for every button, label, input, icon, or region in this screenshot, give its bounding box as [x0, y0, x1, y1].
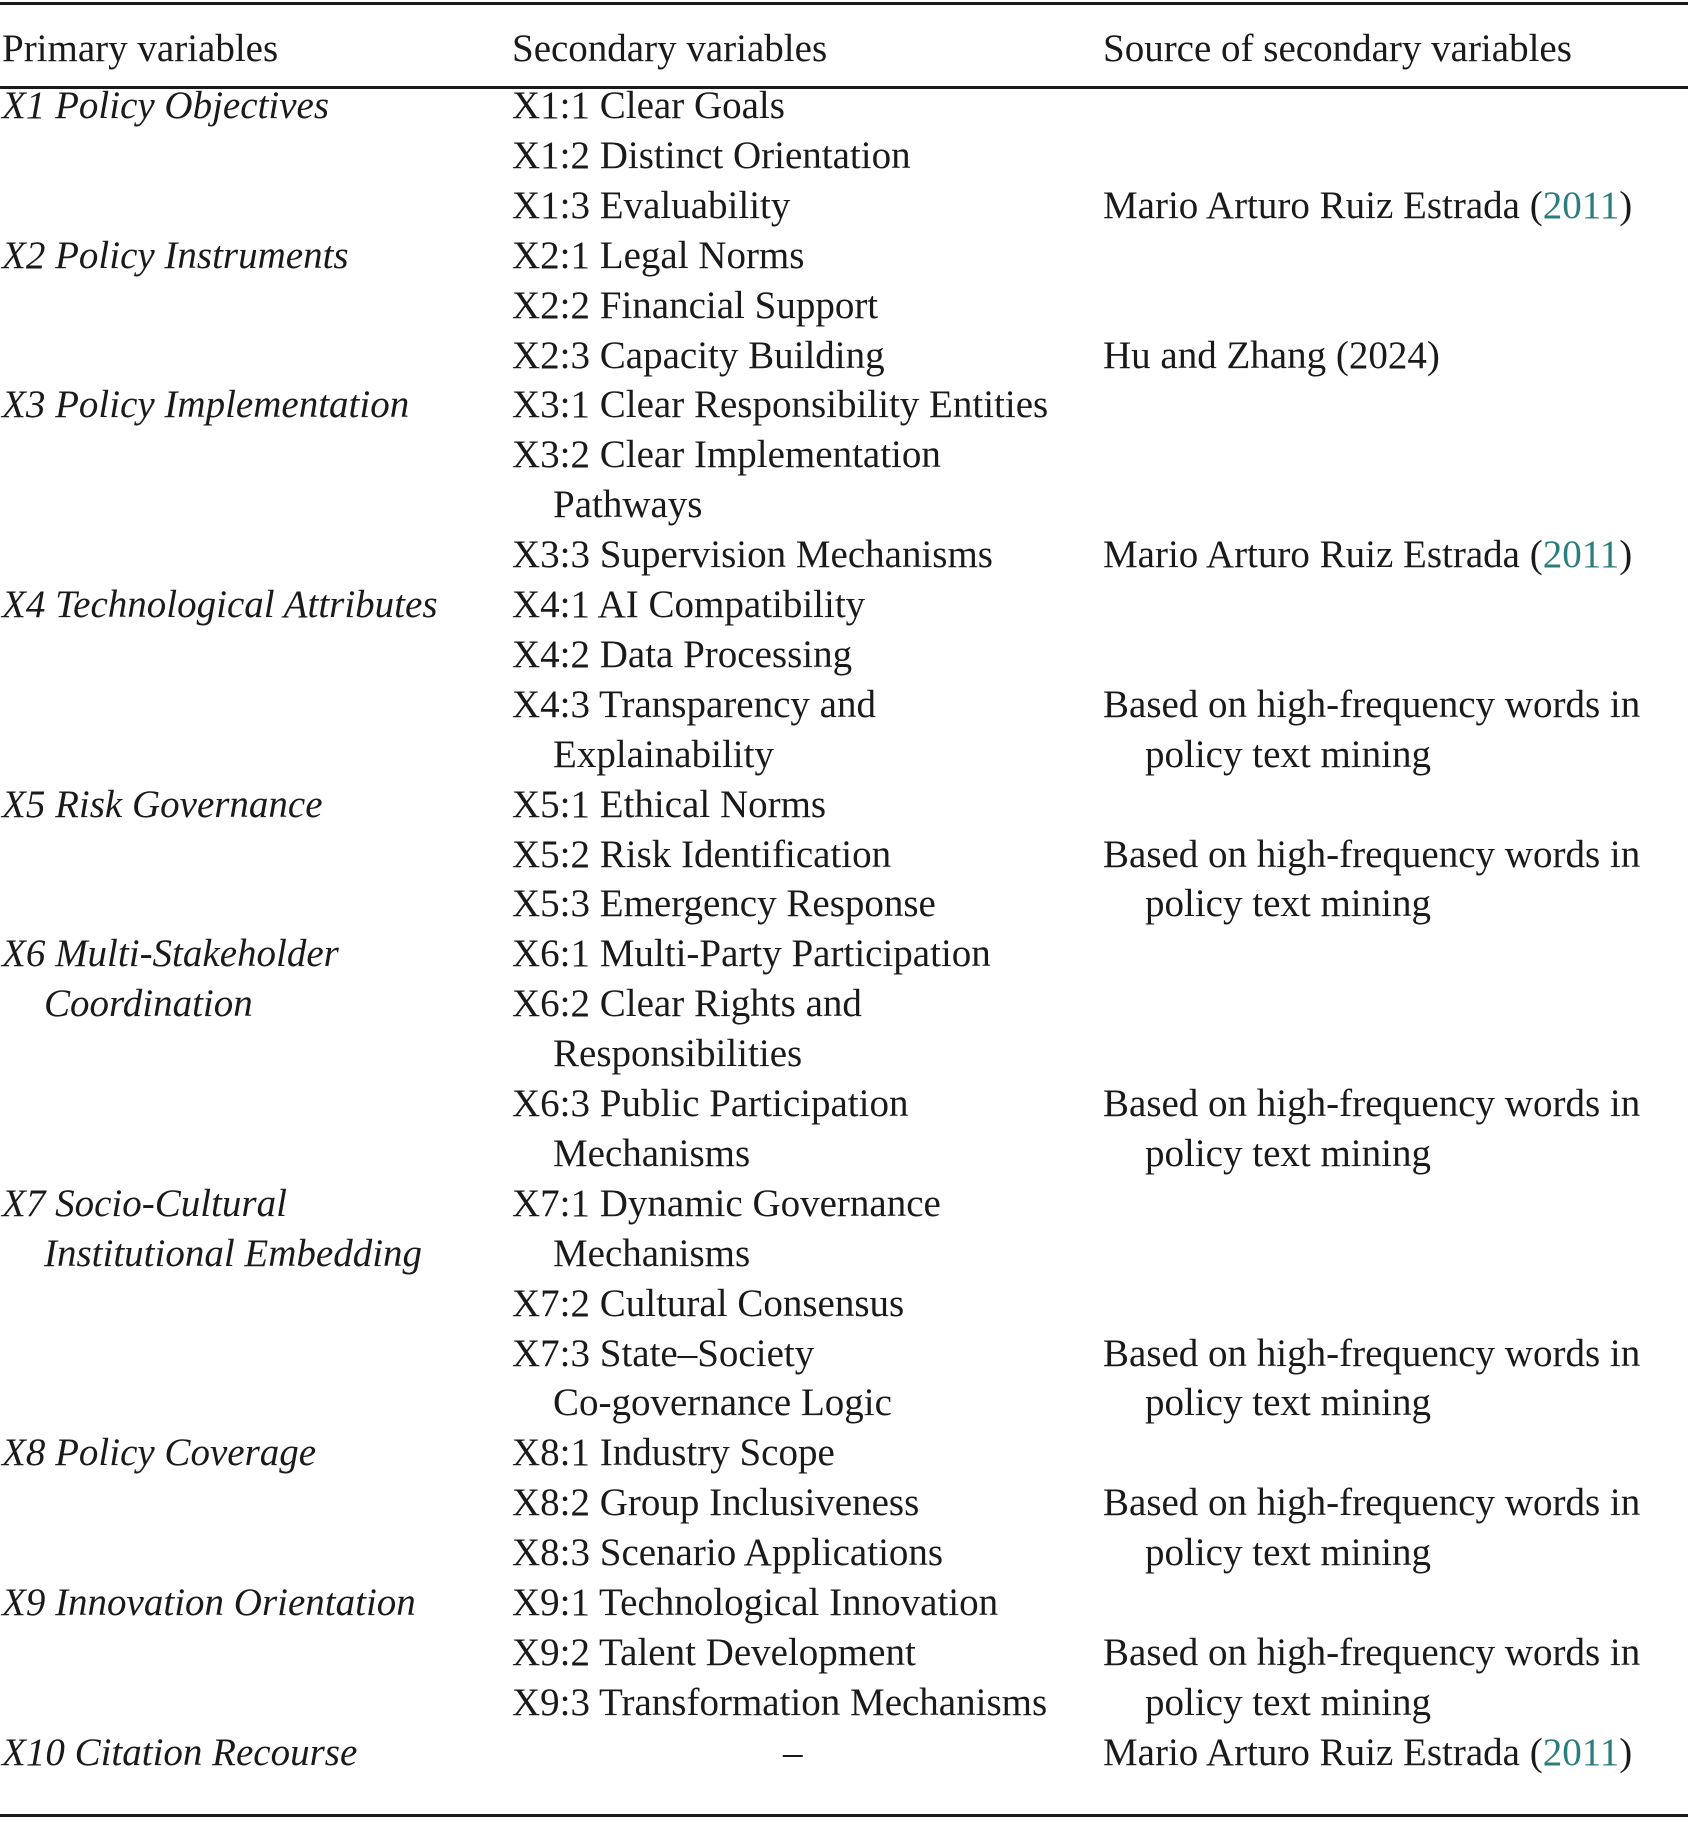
source-text: Based on high-frequency words in — [1103, 683, 1641, 726]
source-author: Mario Arturo Ruiz Estrada ( — [1103, 533, 1543, 576]
empty-secondary-dash: – — [783, 1731, 803, 1774]
source-text-continued: policy text mining — [1145, 1531, 1431, 1574]
source-text-continued: policy text mining — [1145, 733, 1431, 776]
table-bottom-rule — [0, 1814, 1688, 1817]
source-text: Based on high-frequency words in — [1103, 1631, 1641, 1674]
secondary-variable-continued: Co-governance Logic — [553, 1381, 892, 1424]
secondary-variable: X4:2 Data Processing — [512, 633, 853, 676]
primary-variable: X4 Technological Attributes — [2, 583, 438, 626]
primary-variable: X2 Policy Instruments — [2, 234, 349, 277]
secondary-variable: X7:2 Cultural Consensus — [512, 1282, 905, 1325]
citation-year-link[interactable]: 2011 — [1542, 1731, 1620, 1774]
secondary-variable: X5:1 Ethical Norms — [512, 783, 827, 826]
secondary-variable: X3:3 Supervision Mechanisms — [512, 533, 993, 576]
source-text-continued: policy text mining — [1145, 1681, 1431, 1724]
source-author: Mario Arturo Ruiz Estrada ( — [1103, 1731, 1543, 1774]
secondary-variable: X7:1 Dynamic Governance — [512, 1182, 941, 1225]
source-closing-paren: ) — [1619, 1731, 1633, 1774]
primary-variable-continued: Coordination — [44, 982, 253, 1025]
citation-year-link[interactable]: 2011 — [1542, 533, 1620, 576]
primary-variable: X5 Risk Governance — [2, 783, 323, 826]
header-source-of-secondary-variables: Source of secondary variables — [1103, 27, 1572, 70]
secondary-variable: X2:2 Financial Support — [512, 284, 879, 327]
secondary-variable: X6:1 Multi-Party Participation — [512, 932, 991, 975]
primary-variable-continued: Institutional Embedding — [44, 1232, 423, 1275]
secondary-variable: X5:2 Risk Identification — [512, 833, 892, 876]
secondary-variable: X9:2 Talent Development — [512, 1631, 916, 1674]
citation-year-link[interactable]: 2011 — [1542, 184, 1620, 227]
source-author: Mario Arturo Ruiz Estrada ( — [1103, 184, 1543, 227]
secondary-variable: X8:3 Scenario Applications — [512, 1531, 944, 1574]
header-secondary-variables: Secondary variables — [512, 27, 828, 70]
secondary-variable: X6:3 Public Participation — [512, 1082, 909, 1125]
secondary-variable: X8:1 Industry Scope — [512, 1431, 835, 1474]
source-text-continued: policy text mining — [1145, 1132, 1431, 1175]
header-primary-variables: Primary variables — [2, 27, 279, 70]
secondary-variable: X1:2 Distinct Orientation — [512, 134, 911, 177]
source-citation — [1103, 530, 1632, 580]
secondary-variable: X1:1 Clear Goals — [512, 84, 785, 127]
secondary-variable: X6:2 Clear Rights and — [512, 982, 862, 1025]
primary-variable: X3 Policy Implementation — [2, 383, 410, 426]
secondary-variable: X7:3 State–Society — [512, 1332, 815, 1375]
secondary-variable-continued: Pathways — [553, 483, 703, 526]
secondary-variable: X4:3 Transparency and — [512, 683, 876, 726]
source-text: Hu and Zhang (2024) — [1103, 334, 1440, 377]
source-citation — [1103, 181, 1632, 231]
primary-variable: X10 Citation Recourse — [2, 1731, 358, 1774]
source-text-continued: policy text mining — [1145, 882, 1431, 925]
source-citation — [1103, 1728, 1632, 1778]
source-text-continued: policy text mining — [1145, 1381, 1431, 1424]
secondary-variable: X9:3 Transformation Mechanisms — [512, 1681, 1048, 1724]
secondary-variable: X9:1 Technological Innovation — [512, 1581, 999, 1624]
source-text: Based on high-frequency words in — [1103, 1481, 1641, 1524]
primary-variable: X7 Socio-Cultural — [2, 1182, 287, 1225]
primary-variable: X1 Policy Objectives — [2, 84, 330, 127]
primary-variable: X9 Innovation Orientation — [2, 1581, 416, 1624]
secondary-variable: X3:1 Clear Responsibility Entities — [512, 383, 1049, 426]
secondary-variable: X4:1 AI Compatibility — [512, 583, 866, 626]
secondary-variable: X2:1 Legal Norms — [512, 234, 805, 277]
secondary-variable-continued: Mechanisms — [553, 1232, 751, 1275]
primary-variable: X6 Multi-Stakeholder — [2, 932, 339, 975]
source-text: Based on high-frequency words in — [1103, 1332, 1641, 1375]
secondary-variable: X5:3 Emergency Response — [512, 882, 936, 925]
secondary-variable: X2:3 Capacity Building — [512, 334, 885, 377]
secondary-variable-continued: Responsibilities — [553, 1032, 803, 1075]
secondary-variable: X8:2 Group Inclusiveness — [512, 1481, 920, 1524]
secondary-variable: X3:2 Clear Implementation — [512, 433, 941, 476]
secondary-variable-continued: Mechanisms — [553, 1132, 751, 1175]
source-closing-paren: ) — [1619, 533, 1633, 576]
source-text: Based on high-frequency words in — [1103, 1082, 1641, 1125]
secondary-variable: X1:3 Evaluability — [512, 184, 791, 227]
table-top-rule — [0, 2, 1688, 5]
primary-variable: X8 Policy Coverage — [2, 1431, 317, 1474]
source-text: Based on high-frequency words in — [1103, 833, 1641, 876]
secondary-variable-continued: Explainability — [553, 733, 774, 776]
source-closing-paren: ) — [1619, 184, 1633, 227]
